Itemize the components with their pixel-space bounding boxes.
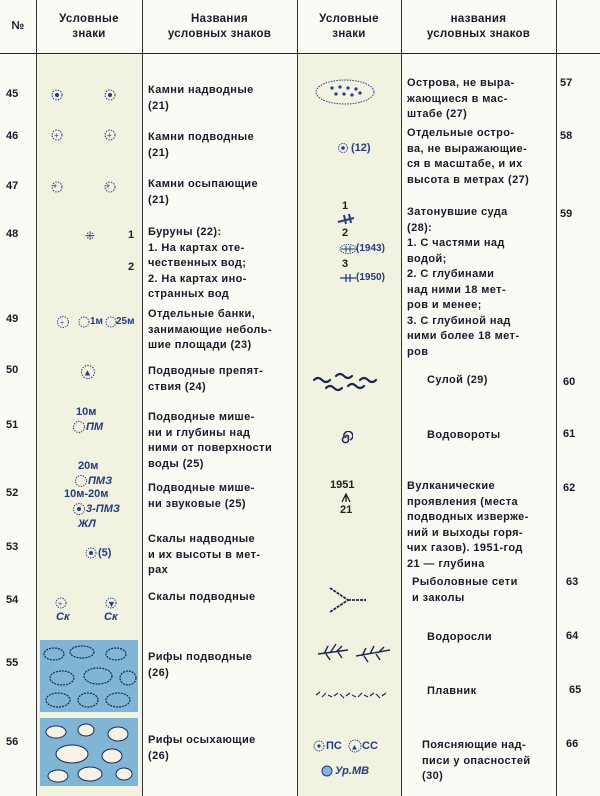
reef-drying-icon (40, 718, 138, 786)
header-number: № (0, 0, 36, 54)
svg-text:*: * (106, 183, 110, 194)
sign-label: 25м (116, 316, 135, 327)
sign-description: Отдельные остро- ва, не выражающие- ся в масштабе, и их высота в метрах (27) (407, 127, 530, 186)
sign-description: Водоросли (427, 631, 492, 643)
sign-label: Ск (56, 611, 70, 623)
rock-underwater-icon (50, 128, 130, 142)
row-number: 63 (566, 576, 579, 588)
rock-above-water-icon (50, 88, 130, 102)
row-number: 58 (560, 130, 573, 142)
header-signs-left: Условные знаки (36, 0, 142, 54)
row-number: 52 (6, 487, 19, 499)
sign-label: ЖЛ (78, 518, 96, 530)
svg-text:+: + (107, 131, 112, 140)
sign-description: Рыболовные сети и заколы (412, 576, 518, 604)
reef-underwater-icon (40, 640, 138, 712)
fishing-net-icon (326, 584, 370, 614)
svg-text:▼: ▼ (107, 599, 116, 609)
sign-description: Сулой (29) (427, 374, 488, 386)
row-number: 65 (569, 684, 582, 696)
danger-mark-icon (313, 740, 325, 752)
sign-label: 1м (90, 316, 103, 327)
row-number: 56 (6, 736, 19, 748)
sign-label: 3-ПМЗ (86, 503, 120, 515)
volcanic-icon (340, 492, 352, 504)
sign-description: Острова, не выра- жающиеся в мас- штабе (27) (407, 77, 515, 120)
sign-label: СС (362, 740, 378, 752)
row-number: 60 (563, 376, 576, 388)
svg-text:*: * (53, 183, 57, 194)
sign-label: (5) (98, 547, 112, 559)
svg-text:+: + (58, 601, 63, 608)
sign-label: 2 (342, 227, 349, 239)
sign-label: (1950) (356, 272, 385, 283)
wreck-icon (338, 272, 358, 284)
sign-label: 10м-20м (64, 488, 109, 500)
obstruction-icon (80, 364, 96, 380)
row-number: 46 (6, 130, 19, 142)
sign-label: (12) (351, 142, 371, 154)
rule (36, 0, 37, 796)
sign-label: 1 (128, 229, 135, 241)
rule (556, 0, 557, 796)
seaweed-icon (316, 638, 392, 664)
acoustic-target-icon (74, 474, 88, 488)
row-number: 50 (6, 364, 19, 376)
breakers-icon (84, 229, 96, 241)
header-names-left: Названия условных знаков (142, 0, 297, 54)
sign-description: Камни надводные (21) (148, 84, 254, 112)
sign-label: Ск (104, 611, 118, 623)
wreck-icon (338, 243, 358, 255)
target-icon (72, 420, 86, 434)
sign-description: Плавник (427, 685, 477, 697)
row-number: 64 (566, 630, 579, 642)
rock-height-icon (84, 546, 98, 560)
sign-label: 3 (342, 258, 349, 270)
svg-text:▲: ▲ (83, 367, 92, 378)
sign-description: Отдельные банки, занимающие неболь- шие площади (23) (148, 308, 273, 351)
row-number: 53 (6, 541, 19, 553)
sign-description: Вулканические проявления (места подводных изверже- ний и выходы горя- чих газов). 1951-год 21 — глубина (407, 480, 529, 570)
row-number: 55 (6, 657, 19, 669)
svg-text:+: + (60, 320, 65, 327)
underwater-rock-icon (54, 596, 68, 610)
tide-rips-icon (312, 370, 384, 392)
sign-description: Скалы подводные (148, 591, 256, 603)
sign-label: (1943) (356, 243, 385, 254)
wreck-icon (336, 212, 358, 226)
rule (142, 0, 143, 796)
sign-description: Рифы подводные (26) (148, 651, 253, 679)
sign-description: Подводные препят- ствия (24) (148, 365, 264, 393)
island-icon (314, 78, 376, 106)
danger-mark-icon (321, 765, 333, 777)
sign-label: 1 (342, 200, 349, 212)
rule (297, 0, 298, 796)
row-number: 48 (6, 228, 19, 240)
sign-description: Буруны (22): 1. На картах оте- чественных вод; 2. На картах ино- странных вод (148, 226, 247, 300)
sign-label: Ур.МВ (335, 765, 370, 777)
rock-awash-icon (50, 180, 130, 194)
islet-icon (337, 142, 349, 154)
underwater-rock-icon (104, 596, 118, 610)
sign-label: ПМ (86, 421, 104, 433)
sign-description: Водовороты (427, 429, 501, 441)
row-number: 62 (563, 482, 576, 494)
signs-column-right (297, 55, 401, 796)
sign-description: Рифы осыхающие (26) (148, 734, 256, 762)
row-number: 57 (560, 77, 573, 89)
acoustic-target-icon (72, 502, 86, 516)
sign-description: Камни осыпающие (21) (148, 178, 258, 206)
sign-label: ПС (326, 740, 342, 752)
row-number: 54 (6, 594, 19, 606)
sign-description: Затонувшие суда (28): 1. С частями над водой; 2. С глубинами над ними 18 мет- ров и менее; 3. С глубиной над ними более 18 мет- ров (407, 206, 520, 358)
sign-label: 20м (78, 460, 99, 472)
svg-text:⁜: ⁜ (85, 229, 96, 241)
svg-text:▲: ▲ (350, 742, 359, 752)
row-number: 51 (6, 419, 19, 431)
header-signs-right: Условные знаки (297, 0, 401, 54)
sign-description: Подводные мише- ни звуковые (25) (148, 482, 255, 510)
row-number: 49 (6, 313, 19, 325)
sign-description: Поясняющие над- писи у опасностей (30) (422, 739, 531, 782)
danger-mark-icon (348, 739, 362, 753)
rule (401, 0, 402, 796)
sign-label: ПМЗ (88, 475, 113, 487)
driftwood-icon (314, 688, 388, 702)
row-number: 47 (6, 180, 19, 192)
whirlpool-icon (339, 431, 353, 445)
sign-label: 21 (340, 504, 353, 516)
sign-description: Камни подводные (21) (148, 131, 255, 159)
sign-label: 2 (128, 261, 135, 273)
header-number-right (556, 0, 600, 54)
row-number: 59 (560, 208, 573, 220)
row-number: 61 (563, 428, 576, 440)
sign-description: Скалы надводные и их высоты в мет- рах (148, 533, 261, 576)
row-number: 66 (566, 738, 579, 750)
sign-description: Подводные мише- ни и глубины над ними от поверхности воды (25) (148, 411, 273, 470)
sign-label: 10м (76, 406, 97, 418)
svg-text:+: + (54, 131, 59, 140)
row-number: 45 (6, 88, 19, 100)
header-names-right: названия условных знаков (401, 0, 556, 54)
sign-label: 1951 (330, 479, 355, 491)
